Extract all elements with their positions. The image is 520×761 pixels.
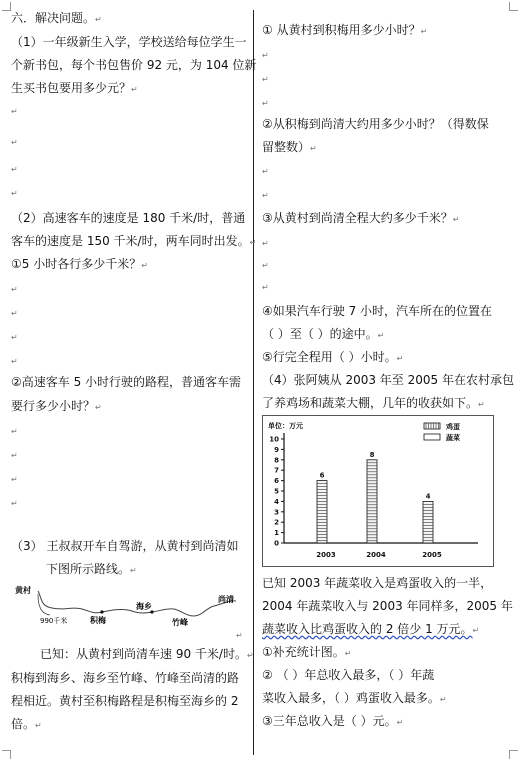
q2-sub2: ②高速客车 5 小时行驶的路程，普通客车需	[11, 375, 242, 389]
q2-sub2: 要行多少小时？↵	[11, 399, 102, 413]
q4-given: 蔬菜收入比鸡蛋收入的 2 倍少 1 万元。↵	[262, 622, 480, 636]
place-label: 积梅	[90, 616, 106, 625]
y-tick-label: 8	[274, 456, 279, 465]
y-tick-label: 7	[274, 466, 279, 475]
q3-text: （3） 王叔叔开车自驾游，从黄村到尚清如	[11, 539, 239, 553]
blank-line: ↵	[11, 333, 18, 342]
blank-line: ↵	[262, 191, 269, 200]
place-label: 黄村	[15, 586, 31, 595]
route-map	[10, 578, 250, 638]
q3-known: 积梅到海乡、海乡至竹峰、竹峰至尚清的路	[11, 671, 240, 685]
q1-text: 个新书包，每个书包售价 92 元，为 104 位新	[11, 58, 257, 72]
q3-known: 已知：从黄村到尚清车速 90 千米/时。↵	[40, 647, 254, 661]
blank-line: ↵	[262, 261, 269, 270]
blank-line: ↵	[262, 239, 269, 248]
q3-sub4: （ ）至（ ）的途中。↵	[262, 327, 385, 341]
blank-line: ↵	[11, 475, 18, 484]
egg-bar	[317, 481, 327, 543]
y-tick-label: 4	[274, 497, 279, 506]
q3-sub3: ③从黄村到尚清全程大约多少千米？↵	[262, 211, 460, 225]
q1-text: 生买书包要用多少元？↵	[11, 81, 138, 95]
y-tick-label: 2	[274, 518, 279, 527]
y-axis-label: 单位：万元	[268, 422, 303, 430]
q4-text: （4）张阿姨从 2003 年至 2005 年在农村承包	[262, 373, 514, 387]
y-tick-label: 10	[269, 435, 279, 444]
blank-line: ↵	[11, 165, 18, 174]
q2-text: 客车的速度是 150 千米/时，两车同时出发。↵	[11, 234, 257, 248]
q4-task: ①补充统计图。↵	[262, 645, 352, 659]
blank-line: ↵	[11, 285, 18, 294]
y-tick-label: 5	[274, 487, 279, 496]
bar-value-label: 6	[319, 471, 325, 480]
blank-line: ↵	[11, 451, 18, 460]
q4-given: 2004 年蔬菜收入与 2003 年同样多，2005 年	[262, 599, 513, 613]
place-label: 尚清	[218, 595, 234, 604]
corner-mark	[509, 750, 518, 759]
blank-line: ↵	[262, 99, 269, 108]
blank-line: ↵	[11, 357, 18, 366]
q3-sub2: ②从积梅到尚清大约用多少小时？（得数保	[262, 117, 489, 131]
place-label: 海乡	[136, 602, 152, 611]
q4-task: ③三年总收入是（ ）元。↵	[262, 714, 404, 728]
y-tick-label: 0	[274, 539, 279, 548]
egg-bar	[367, 460, 377, 543]
blank-line: ↵	[262, 75, 269, 84]
bar-value-label: 8	[369, 450, 375, 459]
legend-label: 鸡蛋	[446, 423, 460, 431]
x-tick-label: 2004	[366, 551, 386, 559]
column-divider	[253, 10, 254, 755]
legend-label: 蔬菜	[446, 434, 460, 442]
blank-line: ↵	[11, 427, 18, 436]
blank-line: ↵	[236, 631, 243, 640]
legend-swatch-egg	[424, 423, 440, 429]
blank-line: ↵	[11, 499, 18, 508]
q3-known: 程相近。黄村至积梅路程是积梅至海乡的 2	[11, 694, 239, 708]
section-title: 六．解决问题。↵	[11, 11, 102, 25]
bar-value-label: 4	[425, 492, 431, 501]
corner-mark	[509, 2, 518, 11]
q1-text: （1）一年级新生入学，学校送给每位学生一	[11, 35, 247, 49]
blank-line: ↵	[11, 189, 18, 198]
x-tick-label: 2003	[316, 551, 336, 559]
q4-task: 菜收入最多，（ ）鸡蛋收入最多。↵	[262, 691, 447, 705]
blank-line: ↵	[262, 51, 269, 60]
q3-known: 倍。↵	[11, 717, 42, 731]
map-point	[100, 610, 103, 613]
q4-given: 已知 2003 年蔬菜收入是鸡蛋收入的一半，	[262, 576, 493, 590]
y-tick-label: 3	[274, 508, 279, 517]
q3-text: 下图所示路线。↵	[46, 562, 137, 576]
q4-task: ② （ ）年总收入最多，（ ）年蔬	[262, 668, 435, 682]
q3-sub4: ④如果汽车行驶 7 小时，汽车所在的位置在	[262, 304, 493, 318]
blank-line: ↵	[11, 309, 18, 318]
blank-line: ↵	[11, 138, 18, 147]
legend-swatch-vegetable	[424, 434, 440, 440]
y-tick-label: 1	[274, 529, 279, 538]
blank-line: ↵	[262, 167, 269, 176]
place-label: 竹峰	[172, 618, 188, 627]
q2-sub1: ①5 小时各行多少千米？↵	[11, 257, 148, 271]
corner-mark	[2, 2, 11, 11]
q3-sub1: ① 从黄村到积梅用多少小时？↵	[262, 23, 428, 37]
blank-line: ↵	[11, 107, 18, 116]
corner-mark	[2, 750, 11, 759]
q2-text: （2）高速客车的速度是 180 千米/时，普通	[11, 211, 246, 225]
y-tick-label: 6	[274, 477, 279, 486]
x-tick-label: 2005	[422, 551, 442, 559]
q4-text: 了养鸡场和蔬菜大棚，几年的收获如下。↵	[262, 396, 485, 410]
distance-label: 990千米	[40, 617, 68, 625]
income-bar-chart	[262, 415, 494, 567]
q3-sub2: 留整数）↵	[262, 140, 317, 154]
y-tick-label: 9	[274, 445, 279, 454]
q3-sub5: ⑤行完全程用（ ）小时。↵	[262, 350, 404, 364]
blank-line: ↵	[262, 283, 269, 292]
